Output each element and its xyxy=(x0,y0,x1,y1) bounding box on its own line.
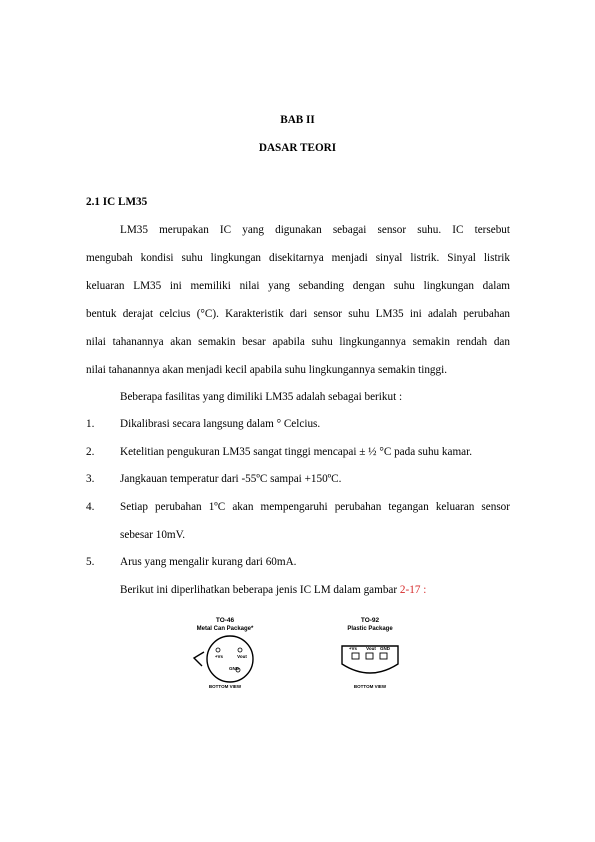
list-item: Arus yang mengalir kurang dari 60mA. xyxy=(120,556,297,568)
to92-title: TO-92 xyxy=(360,617,380,624)
to46-outline xyxy=(188,634,268,684)
list-item: Setiap perubahan 1ºC akan mempengaruhi perubahan tegangan keluaran sensor xyxy=(120,501,510,513)
chapter-title: DASAR TEORI xyxy=(258,142,337,154)
to46-pin-gnd: GND xyxy=(229,666,239,671)
list-number: 3. xyxy=(86,473,95,485)
chapter-number: BAB II xyxy=(280,114,315,126)
para1-line: nilai tahanannya akan menjadi kecil apabila suhu lingkungannya semakin tinggi. xyxy=(86,364,448,376)
para1-line: mengubah kondisi suhu lingkungan disekitarnya menjadi sinyal listrik. Sinyal listrik xyxy=(86,252,510,264)
to46-title: TO-46 xyxy=(215,617,235,624)
list-number: 5. xyxy=(86,556,95,568)
to92-view-label: BOTTOM VIEW xyxy=(353,684,387,689)
para1-line: bentuk derajat celcius (°C). Karakteristik dari sensor suhu LM35 ini adalah perubahan xyxy=(86,308,510,320)
list-item: Jangkauan temperatur dari -55ºC sampai +150ºC. xyxy=(120,473,342,485)
list-item: Dikalibrasi secara langsung dalam ° Celcius. xyxy=(120,418,321,430)
list-number: 2. xyxy=(86,446,95,458)
list-number: 4. xyxy=(86,501,95,513)
to92-pin-vout: Vout xyxy=(366,646,376,651)
to92-outline xyxy=(338,634,402,682)
to92-pin-vs: +Vs xyxy=(348,646,358,651)
to46-pin-vout: Vout xyxy=(237,654,247,659)
to46-view-label: BOTTOM VIEW xyxy=(208,684,242,689)
figure-intro-text: Berikut ini diperlihatkan beberapa jenis IC LM dalam gambar xyxy=(120,584,400,596)
to46-subtitle: Metal Can Package* xyxy=(196,626,254,632)
list-item: Ketelitian pengukuran LM35 sangat tinggi mencapai ± ½ °C pada suhu kamar. xyxy=(120,446,473,458)
to92-subtitle: Plastic Package xyxy=(347,626,393,632)
para1-line: LM35 merupakan IC yang digunakan sebagai sensor suhu. IC tersebut xyxy=(120,224,510,236)
figure-intro xyxy=(120,584,426,596)
list-number: 1. xyxy=(86,418,95,430)
to46-pin-vs: +Vs xyxy=(214,654,224,659)
para1-line: keluaran LM35 ini memiliki nilai yang sebanding dengan suhu lingkungan dalam xyxy=(86,280,510,292)
list-item-continued: sebesar 10mV. xyxy=(120,529,186,541)
to92-pin-gnd: GND xyxy=(380,646,390,651)
section-heading: 2.1 IC LM35 xyxy=(86,196,148,208)
para1-line: nilai tahanannya akan semakin besar apabila suhu lingkungannya semakin rendah dan xyxy=(86,336,510,348)
figure-reference-link[interactable]: 2-17 : xyxy=(399,584,427,596)
features-intro: Beberapa fasilitas yang dimiliki LM35 adalah sebagai berikut : xyxy=(120,391,403,403)
